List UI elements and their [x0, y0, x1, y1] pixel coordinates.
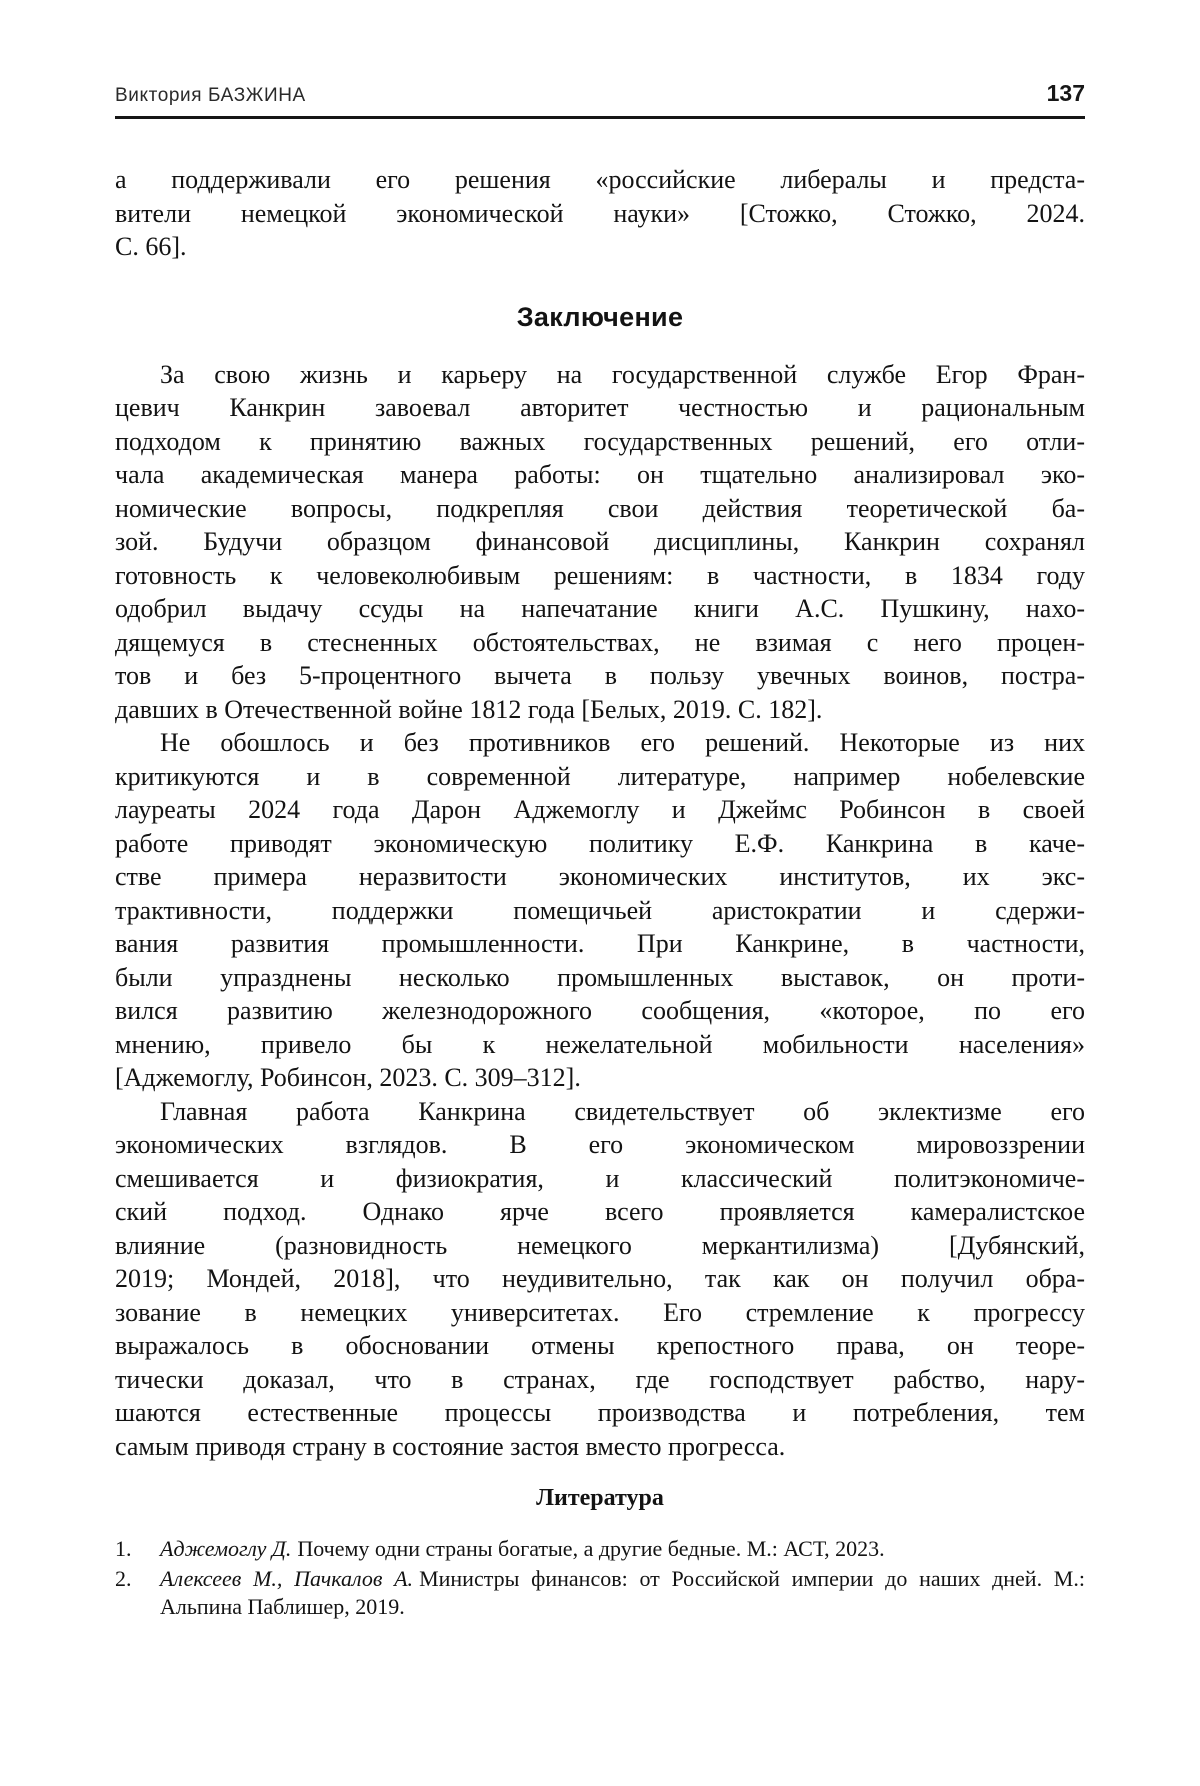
text-line: ский подход. Однако ярче всего проявляется камералистское — [115, 1197, 1085, 1226]
text-line: экономических взглядов. В его экономическом мировоззрении — [115, 1130, 1085, 1159]
text-line: самым приводя страну в состояние застоя вместо прогресса. — [115, 1431, 786, 1461]
text-line: критикуются и в современной литературе, например нобелевские — [115, 761, 1085, 791]
page-number: 137 — [1046, 80, 1085, 106]
reference-authors: Алексеев М., Пачкалов А. — [160, 1566, 414, 1591]
text-line: [Аджемоглу, Робинсон, 2023. С. 309–312]. — [115, 1063, 581, 1092]
paragraph-2 — [115, 726, 1085, 1095]
text-line: вился развитию железнодорожного сообщения, «которое, по его — [115, 996, 1085, 1025]
reference-title: Министры финансов: от Российской империи до наших дней. М.: Альпина Паблишер, 2019. — [160, 1566, 1085, 1619]
text-line: а поддерживали его решения «российские либералы и предста- — [115, 165, 1085, 194]
paragraph-1 — [115, 358, 1085, 727]
text-line: были упразднены несколько промышленных выставок, он проти- — [115, 962, 1085, 992]
text-line: номические вопросы, подкрепляя свои действия теоретической ба- — [115, 493, 1085, 523]
reference-text — [160, 1565, 1085, 1621]
header-rule — [115, 116, 1085, 119]
text-line: Главная работа Канкрина свидетельствует об эклектизме его — [160, 1096, 1085, 1126]
text-line: трактивности, поддержки помещичьей аристократии и сдержи- — [115, 895, 1085, 925]
text-line: работе приводят экономическую политику Е.Ф. Канкрина в каче- — [115, 828, 1085, 858]
reference-item — [115, 1535, 1085, 1563]
reference-title: Почему одни страны богатые, а другие бедные. М.: АСТ, 2023. — [297, 1536, 885, 1561]
intro-paragraph — [115, 163, 1085, 264]
text-line: готовность к человеколюбивым решениям: в частности, в 1834 году — [115, 560, 1085, 590]
text-line: одобрил выдачу ссуды на напечатание книги А.С. Пушкину, нахо- — [115, 594, 1085, 623]
text-line: стве примера неразвитости экономических институтов, их экс- — [115, 862, 1085, 891]
reference-number: 1. — [115, 1536, 132, 1561]
running-header — [115, 80, 1085, 107]
reference-number: 2. — [115, 1566, 132, 1591]
text-line: шаются естественные процессы производства и потребления, тем — [115, 1398, 1085, 1427]
text-line: влияние (разновидность немецкого меркантилизма) [Дубянский, — [115, 1230, 1085, 1260]
text-line: вания развития промышленности. При Канкрине, в частности, — [115, 929, 1085, 958]
text-line: тов и без 5-процентного вычета в пользу увечных воинов, постра- — [115, 661, 1085, 690]
running-header-author: Виктория БАЗЖИНА — [115, 85, 306, 106]
text-line: С. 66]. — [115, 232, 187, 261]
text-line: вители немецкой экономической науки» [Стожко, Стожко, 2024. — [115, 198, 1085, 228]
text-line: дящемуся в стесненных обстоятельствах, не взимая с него процен- — [115, 627, 1085, 657]
text-line: За свою жизнь и карьеру на государственной службе Егор Фран- — [160, 359, 1085, 389]
references-heading: Литература — [536, 1485, 664, 1511]
text-line: 2019; Мондей, 2018], что неудивительно, так как он получил обра- — [115, 1264, 1085, 1293]
reference-item — [115, 1565, 1085, 1621]
text-line: цевич Канкрин завоевал авторитет честностью и рациональным — [115, 393, 1085, 422]
section-heading-conclusion: Заключение — [516, 301, 684, 332]
text-line: чала академическая манера работы: он тщательно анализировал эко- — [115, 460, 1085, 489]
reference-text — [160, 1535, 1085, 1563]
article-body — [115, 163, 1085, 1621]
text-line: давших в Отечественной войне 1812 года [Белых, 2019. С. 182]. — [115, 694, 823, 724]
text-line: подходом к принятию важных государственных решений, его отли- — [115, 426, 1085, 456]
text-line: зование в немецких университетах. Его стремление к прогрессу — [115, 1297, 1085, 1327]
reference-authors: Аджемоглу Д. — [160, 1536, 292, 1561]
text-line: лауреаты 2024 года Дарон Аджемоглу и Джеймс Робинсон в своей — [115, 795, 1085, 824]
text-line: зой. Будучи образцом финансовой дисциплины, Канкрин сохранял — [115, 527, 1085, 556]
references-list — [115, 1535, 1085, 1621]
paragraph-3 — [115, 1095, 1085, 1464]
text-line: мнению, привело бы к нежелательной мобильности населения» — [115, 1029, 1085, 1059]
text-line: выражалось в обосновании отмены крепостного права, он теоре- — [115, 1331, 1085, 1360]
text-line: Не обошлось и без противников его решений. Некоторые из них — [160, 728, 1085, 757]
text-line: смешивается и физиократия, и классический политэкономиче- — [115, 1163, 1085, 1193]
text-line: тически доказал, что в странах, где господствует рабство, нару- — [115, 1364, 1085, 1394]
